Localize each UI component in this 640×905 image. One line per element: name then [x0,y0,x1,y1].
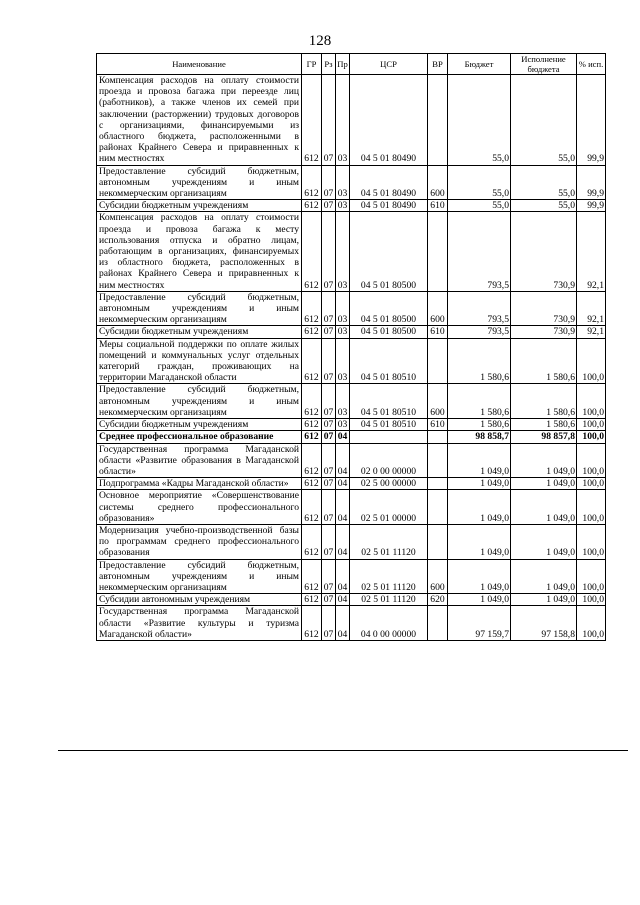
table-row [97,443,606,478]
cell-budget: 98 858,7 [448,431,511,443]
cell-percent: 100,0 [577,431,606,443]
cell-execution: 1 049,0 [511,490,577,525]
cell-execution: 97 158,8 [511,606,577,641]
header-execution: Исполнение бюджета [511,54,577,75]
cell-pr: 03 [336,338,350,384]
cell-pr: 04 [336,559,350,594]
cell-csr: 04 5 01 80510 [350,384,428,419]
table-row [97,291,606,326]
cell-execution: 730,9 [511,291,577,326]
table-row [97,326,606,338]
cell-percent: 99,9 [577,200,606,212]
cell-budget: 1 580,6 [448,384,511,419]
cell-csr: 04 5 01 80490 [350,75,428,166]
cell-rz: 07 [322,75,336,166]
cell-execution: 1 049,0 [511,559,577,594]
cell-vr: 620 [428,594,448,606]
cell-rz: 07 [322,291,336,326]
table-row [97,478,606,490]
cell-vr [428,212,448,291]
table-row [97,594,606,606]
cell-budget: 793,5 [448,291,511,326]
cell-vr [428,75,448,166]
cell-percent: 100,0 [577,419,606,431]
cell-pr: 04 [336,490,350,525]
cell-percent: 100,0 [577,384,606,419]
cell-pr: 03 [336,212,350,291]
cell-rz: 07 [322,200,336,212]
cell-name: Субсидии автономным учреждениям [97,594,302,606]
cell-budget: 793,5 [448,326,511,338]
cell-execution: 98 857,8 [511,431,577,443]
cell-gr: 612 [302,478,322,490]
header-name: Наименование [97,54,302,75]
header-gr: ГР [302,54,322,75]
cell-budget: 1 049,0 [448,559,511,594]
cell-execution: 1 580,6 [511,419,577,431]
cell-percent: 92,1 [577,212,606,291]
cell-vr: 600 [428,291,448,326]
cell-budget: 1 049,0 [448,490,511,525]
cell-name: Предоставление субсидий бюджетным, автономным учреждениям и иным некоммерческим организациям [97,165,302,200]
cell-rz: 07 [322,326,336,338]
cell-gr: 612 [302,559,322,594]
cell-rz: 07 [322,212,336,291]
cell-name: Компенсация расходов на оплату стоимости проезда и провоза багажа при переезде лиц (работников), а также членов их семей при заключении (расторжении) трудовых договоров с организациями, финансируемыми из областного бюджета, расположенными в районах Крайнего Севера и приравненных к ним местностях [97,75,302,166]
cell-gr: 612 [302,338,322,384]
cell-csr: 04 5 01 80500 [350,291,428,326]
cell-execution: 55,0 [511,165,577,200]
cell-gr: 612 [302,431,322,443]
cell-rz: 07 [322,559,336,594]
cell-name: Предоставление субсидий бюджетным, автономным учреждениям и иным некоммерческим организациям [97,384,302,419]
header-rz: Рз [322,54,336,75]
cell-csr: 02 5 01 11120 [350,524,428,559]
cell-vr [428,606,448,641]
cell-percent: 99,9 [577,165,606,200]
cell-percent: 100,0 [577,478,606,490]
cell-percent: 100,0 [577,443,606,478]
table-row [97,419,606,431]
cell-name: Субсидии бюджетным учреждениям [97,419,302,431]
cell-name: Государственная программа Магаданской области «Развитие культуры и туризма Магаданской области» [97,606,302,641]
table-header-row [97,54,606,75]
cell-name: Меры социальной поддержки по оплате жилых помещений и коммунальных услуг отдельных категорий граждан, проживающих на территории Магаданской области [97,338,302,384]
cell-percent: 100,0 [577,490,606,525]
cell-csr [350,431,428,443]
cell-rz: 07 [322,431,336,443]
cell-pr: 03 [336,419,350,431]
cell-vr: 600 [428,165,448,200]
cell-name: Основное мероприятие «Совершенствование системы среднего профессионального образования» [97,490,302,525]
cell-rz: 07 [322,443,336,478]
cell-budget: 1 580,6 [448,338,511,384]
page-divider [58,750,628,751]
cell-csr: 02 5 00 00000 [350,478,428,490]
cell-percent: 92,1 [577,291,606,326]
cell-vr [428,490,448,525]
table-row [97,75,606,166]
table-row [97,165,606,200]
table-row [97,490,606,525]
cell-pr: 03 [336,326,350,338]
cell-pr: 03 [336,75,350,166]
cell-budget: 1 049,0 [448,524,511,559]
cell-csr: 04 5 01 80510 [350,419,428,431]
cell-name: Модернизация учебно-производственной базы по программам среднего профессионального образования [97,524,302,559]
cell-budget: 1 580,6 [448,419,511,431]
cell-execution: 730,9 [511,326,577,338]
cell-pr: 04 [336,478,350,490]
cell-gr: 612 [302,212,322,291]
page-number: 128 [308,33,332,49]
cell-vr: 610 [428,419,448,431]
cell-csr: 02 5 01 00000 [350,490,428,525]
cell-vr: 610 [428,326,448,338]
cell-percent: 100,0 [577,606,606,641]
cell-execution: 1 049,0 [511,594,577,606]
cell-name: Предоставление субсидий бюджетным, автономным учреждениям и иным некоммерческим организациям [97,291,302,326]
cell-percent: 100,0 [577,524,606,559]
cell-gr: 612 [302,326,322,338]
cell-gr: 612 [302,524,322,559]
cell-csr: 04 5 01 80510 [350,338,428,384]
cell-rz: 07 [322,606,336,641]
cell-name: Среднее профессиональное образование [97,431,302,443]
cell-budget: 55,0 [448,165,511,200]
table-row [97,431,606,443]
cell-csr: 02 5 01 11120 [350,559,428,594]
cell-rz: 07 [322,594,336,606]
table-row [97,524,606,559]
cell-vr [428,443,448,478]
cell-gr: 612 [302,75,322,166]
cell-execution: 1 049,0 [511,478,577,490]
cell-budget: 1 049,0 [448,594,511,606]
cell-vr [428,431,448,443]
cell-percent: 92,1 [577,326,606,338]
cell-name: Субсидии бюджетным учреждениям [97,326,302,338]
header-vr: ВР [428,54,448,75]
cell-vr [428,478,448,490]
cell-rz: 07 [322,524,336,559]
cell-budget: 793,5 [448,212,511,291]
cell-budget: 55,0 [448,75,511,166]
table-row [97,338,606,384]
cell-percent: 99,9 [577,75,606,166]
header-percent: % исп. [577,54,606,75]
cell-gr: 612 [302,490,322,525]
table-row [97,559,606,594]
cell-budget: 97 159,7 [448,606,511,641]
cell-csr: 04 5 01 80500 [350,326,428,338]
cell-name: Субсидии бюджетным учреждениям [97,200,302,212]
cell-rz: 07 [322,338,336,384]
cell-execution: 1 580,6 [511,384,577,419]
cell-execution: 55,0 [511,200,577,212]
cell-pr: 04 [336,606,350,641]
header-pr: Пр [336,54,350,75]
cell-percent: 100,0 [577,338,606,384]
cell-pr: 03 [336,384,350,419]
budget-table [96,53,606,641]
cell-percent: 100,0 [577,559,606,594]
cell-name: Предоставление субсидий бюджетным, автономным учреждениям и иным некоммерческим организациям [97,559,302,594]
cell-name: Подпрограмма «Кадры Магаданской области» [97,478,302,490]
cell-rz: 07 [322,165,336,200]
cell-gr: 612 [302,384,322,419]
cell-budget: 55,0 [448,200,511,212]
cell-gr: 612 [302,606,322,641]
cell-pr: 04 [336,524,350,559]
cell-csr: 04 5 01 80500 [350,212,428,291]
cell-gr: 612 [302,419,322,431]
cell-csr: 04 5 01 80490 [350,200,428,212]
header-budget: Бюджет [448,54,511,75]
cell-rz: 07 [322,478,336,490]
cell-gr: 612 [302,165,322,200]
cell-csr: 04 5 01 80490 [350,165,428,200]
table-row [97,606,606,641]
cell-csr: 02 0 00 00000 [350,443,428,478]
cell-name: Государственная программа Магаданской области «Развитие образования в Магаданской области» [97,443,302,478]
table-row [97,384,606,419]
cell-rz: 07 [322,419,336,431]
cell-budget: 1 049,0 [448,478,511,490]
table-body [97,75,606,641]
cell-execution: 730,9 [511,212,577,291]
cell-name: Компенсация расходов на оплату стоимости проезда и провоза багажа к месту использования отпуска и обратно лицам, работающим в организациях, финансируемых из областного бюджета, расположенных в районах Крайнего Севера и приравненных к ним местностях [97,212,302,291]
cell-percent: 100,0 [577,594,606,606]
cell-pr: 03 [336,200,350,212]
cell-gr: 612 [302,443,322,478]
cell-vr [428,338,448,384]
cell-execution: 1 049,0 [511,524,577,559]
cell-gr: 612 [302,594,322,606]
cell-pr: 04 [336,594,350,606]
cell-execution: 1 580,6 [511,338,577,384]
cell-csr: 04 0 00 00000 [350,606,428,641]
cell-vr: 610 [428,200,448,212]
cell-gr: 612 [302,291,322,326]
cell-rz: 07 [322,490,336,525]
cell-pr: 03 [336,291,350,326]
cell-execution: 1 049,0 [511,443,577,478]
table-row [97,212,606,291]
cell-vr [428,524,448,559]
cell-gr: 612 [302,200,322,212]
cell-pr: 04 [336,431,350,443]
cell-budget: 1 049,0 [448,443,511,478]
table-row [97,200,606,212]
cell-vr: 600 [428,384,448,419]
cell-vr: 600 [428,559,448,594]
cell-rz: 07 [322,384,336,419]
cell-pr: 03 [336,165,350,200]
header-csr: ЦСР [350,54,428,75]
cell-execution: 55,0 [511,75,577,166]
cell-pr: 04 [336,443,350,478]
cell-csr: 02 5 01 11120 [350,594,428,606]
